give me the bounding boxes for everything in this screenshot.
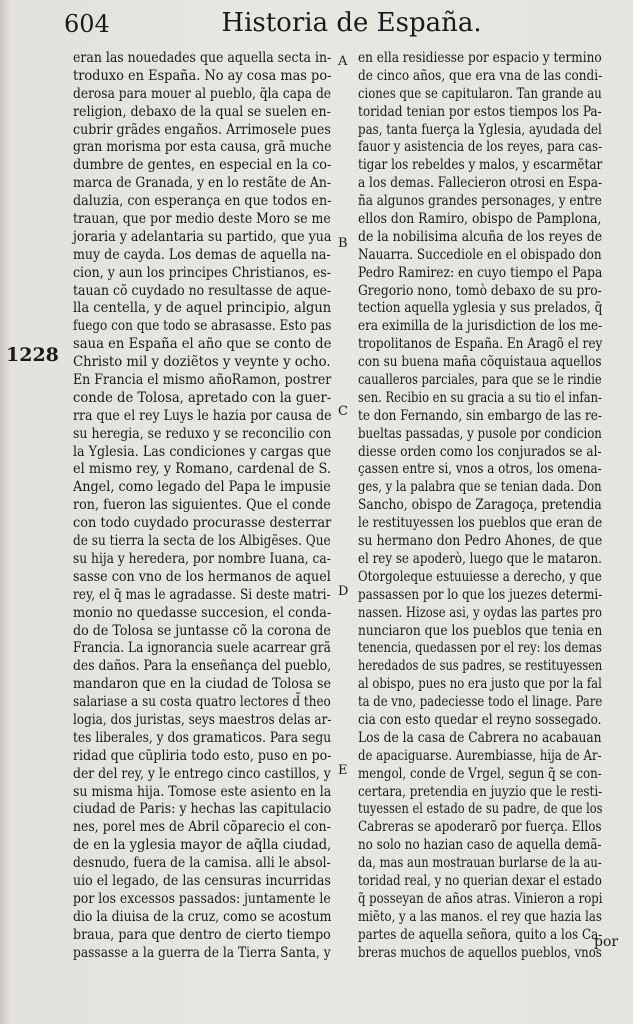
- text-line: troduxo en España. No ay cosa mas po-: [73, 67, 332, 84]
- text-line: fauor y asistencia de los reyes, para cas-: [358, 139, 603, 156]
- text-line: passasse a la guerra de la Tierra Santa, y: [73, 944, 331, 961]
- text-line: sen. Recibio en su gracia a su tio el infan-: [358, 389, 602, 406]
- text-line: uio el legado, de las censuras incurridas: [73, 872, 331, 889]
- text-line: al obispo, pues no era justo que por la fal: [358, 676, 602, 693]
- text-line: con su buena maña cõquistaua aquellos: [358, 354, 602, 371]
- text-line: en ella residiesse por espacio y termino: [358, 50, 602, 66]
- text-line: logia, dos juristas, seys maestros delas ar-: [73, 711, 332, 728]
- text-line: el rey se apoderò, luego que le mataron.: [358, 550, 602, 567]
- text-line: toridad tenian por estos tiempos los Pa-: [358, 103, 602, 120]
- text-line: ciones que se capitularon. Tan grande au: [358, 85, 602, 102]
- text-line: da, mas aun mostrauan burlarse de la au-: [358, 855, 602, 872]
- page-number: 604: [64, 10, 110, 38]
- text-line: des daños. Para la enseñança del pueblo,: [73, 658, 332, 675]
- text-line: bueltas passadas, y pusole por condicion: [358, 425, 602, 442]
- text-line: Pedro Ramirez: en cuyo tiempo el Papa: [358, 264, 603, 281]
- text-line: diesse orden como los conjurados se al-: [358, 443, 602, 460]
- text-line: religion, debaxo de la qual se suelen en-: [73, 103, 331, 120]
- text-line: la Yglesia. Las condiciones y cargas que: [73, 443, 332, 460]
- text-line: su heregia, se reduxo y se reconcilio con: [73, 425, 332, 442]
- text-line: su hermano don Pedro Ahones, de que: [358, 533, 603, 550]
- text-line: su hija y heredera, por nombre Iuana, ca-: [73, 550, 331, 567]
- text-line: ges, y la palabra que se tenian dada. Don: [358, 479, 602, 496]
- text-line: nunciaron que los pueblos que tenia en: [358, 622, 603, 639]
- text-line: era eximilla de la jurisdiction de los me-: [358, 318, 603, 335]
- text-line: heredados de sus padres, se restituyessen: [358, 658, 603, 675]
- margin-year: 1228: [6, 344, 59, 366]
- text-line: braua, para que dentro de cierto tiempo: [73, 926, 331, 943]
- text-line: tigar los rebeldes y malos, y escarmẽtar: [358, 157, 603, 174]
- section-mark-b: B: [338, 236, 348, 251]
- text-line: miẽto, y a las manos. el rey que hazia las: [358, 908, 602, 925]
- text-line: tropolitanos de España. En Aragõ el rey: [358, 336, 603, 353]
- text-line: cia con esto quedar el reyno sossegado.: [358, 711, 602, 728]
- text-line: marca de Granada, y en lo restãte de An-: [73, 175, 332, 192]
- text-line: mengol, conde de Vrgel, segun q̃ se con-: [358, 765, 602, 782]
- text-line: Gregorio nono, tomò debaxo de su pro-: [358, 282, 602, 299]
- text-line: tection aquella yglesia y sus prelados, q̃: [358, 300, 603, 317]
- text-line: cubrir grãdes engaños. Arrimosele pues: [73, 121, 331, 138]
- text-line: con todo cuydado procurasse desterrar: [73, 515, 332, 532]
- text-line: dio la diuisa de la cruz, como se acostum: [73, 908, 332, 925]
- section-mark-d: D: [338, 584, 349, 599]
- text-line: dumbre de gentes, en especial en la co-: [73, 157, 332, 174]
- text-line: a los demas. Fallecieron otrosi en Espa-: [358, 175, 603, 192]
- text-line: En Francia el mismo añoRamon, postrer: [73, 372, 332, 389]
- text-line: q̃ posseyan de años atras. Vinieron a ropi: [358, 890, 603, 907]
- text-line: el mismo rey, y Romano, cardenal de S.: [73, 461, 332, 478]
- text-line: monio no quedasse succesion, el conda-: [73, 604, 332, 621]
- running-title: Historia de España.: [221, 8, 482, 38]
- text-line: breras muchos de aquellos pueblos, vnos: [358, 944, 602, 961]
- right-text-column: [358, 50, 633, 962]
- text-line: nassen. Hizose asi, y oydas las partes pro: [358, 604, 602, 621]
- text-line: lla centella, y de aquel principio, algun: [73, 300, 332, 317]
- text-line: saua en España el año que se conto de: [73, 336, 332, 353]
- text-line: Angel, como legado del Papa le impusie: [73, 479, 331, 496]
- text-line: çassen entre si, vnos a otros, los omena-: [358, 461, 602, 478]
- text-line: Sancho, obispo de Zaragoça, pretendia: [358, 497, 602, 514]
- text-line: passassen por lo que los juezes determi-: [358, 586, 603, 603]
- text-line: le restituyessen los pueblos que eran de: [358, 515, 603, 532]
- text-line: de en la yglesia mayor de aq̃lla ciudad,: [73, 837, 332, 854]
- section-mark-a: A: [338, 54, 348, 69]
- text-line: partes de aquella señora, quito a los Ca-: [358, 926, 603, 943]
- text-line: de su tierra la secta de los Albigẽses. Que: [73, 533, 331, 550]
- text-line: ciudad de Paris: y hechas las capitulacio: [73, 801, 332, 818]
- text-line: ellos don Ramiro, obispo de Pamplona,: [358, 211, 602, 228]
- text-line: trauan, que por medio deste Moro se me: [73, 211, 331, 228]
- text-line: derosa para mouer al pueblo, q̃la capa de: [73, 85, 332, 102]
- text-line: desnudo, fuera de la camisa. alli le absol-: [73, 855, 331, 872]
- text-line: rey, el q̃ mas le agradasse. Si deste matri-: [73, 586, 331, 603]
- text-line: ron, fueron las siguientes. Que el conde: [73, 497, 331, 514]
- text-line: mandaron que en la ciudad de Tolosa se: [73, 676, 331, 693]
- text-line: joraria y adelantaria su partido, que yua: [73, 228, 332, 245]
- text-line: conde de Tolosa, apretado con la guer-: [73, 389, 332, 406]
- text-line: ridad que cũpliria todo esto, puso en po-: [73, 747, 332, 764]
- text-line: gran morisma por esta causa, grã muche: [73, 139, 332, 156]
- text-line: fuego con que todo se abrasasse. Esto pas: [73, 318, 332, 335]
- text-line: pas, tanta fuerça la Yglesia, ayudada del: [358, 121, 602, 138]
- text-line: de apaciguarse. Aurembiasse, hija de Ar-: [358, 747, 602, 764]
- text-line: salariase a su costa quatro lectores d̃ theo: [73, 694, 331, 711]
- text-line: tauan cõ cuydado no resultasse de aque-: [73, 282, 332, 299]
- section-mark-e: E: [338, 763, 348, 778]
- text-line: tes liberales, y dos gramaticos. Para segu: [73, 729, 332, 746]
- text-line: ña algunos grandes personages, y entre: [358, 193, 602, 210]
- text-line: Francia. La ignorancia suele acarrear grã: [73, 640, 331, 657]
- text-line: te don Fernando, sin embargo de las re-: [358, 407, 602, 424]
- text-line: do de Tolosa se juntasse cõ la corona de: [73, 622, 331, 639]
- left-text-column: [73, 50, 378, 962]
- text-line: Otorgoleque estuuiesse a derecho, y que: [358, 568, 602, 585]
- text-line: Cabreras se apoderarõ por fuerça. Ellos: [358, 819, 602, 836]
- text-line: Christo mil y doziẽtos y veynte y ocho.: [73, 354, 331, 371]
- text-line: toridad real, y no querian dexar el estado: [358, 872, 602, 889]
- text-line: de cinco años, que era vna de las condi-: [358, 67, 603, 84]
- text-line: muy de cayda. Los demas de aquella na-: [73, 246, 331, 263]
- text-line: der del rey, y le entrego cinco castillos, y: [73, 765, 331, 782]
- text-line: eran las nouedades que aquella secta in-: [73, 50, 332, 66]
- text-line: caualleros parciales, para que se le rindie: [358, 372, 602, 389]
- text-line: rra que el rey Luys le hazia por causa de: [73, 407, 332, 424]
- catchword: por: [594, 934, 619, 950]
- text-line: nes, porel mes de Abril cõparecio el con-: [73, 819, 331, 836]
- text-line: de la nobilisima alcuña de los reyes de: [358, 228, 603, 245]
- text-line: daluzia, con esperança en que todos en-: [73, 193, 332, 210]
- text-line: ta de vno, padeciesse todo el linage. Pare: [358, 694, 603, 711]
- text-line: certara, pretendia en juyzio que le resti-: [358, 783, 603, 800]
- text-line: Nauarra. Succediole en el obispado don: [358, 246, 602, 263]
- text-line: Los de la casa de Cabrera no acabauan: [358, 729, 602, 746]
- text-line: cion, y aun los principes Christianos, es-: [73, 264, 331, 281]
- text-line: tenencia, quedassen por el rey: los demas: [358, 640, 602, 657]
- section-mark-c: C: [338, 404, 348, 419]
- text-line: por los excessos passados: juntamente le: [73, 890, 331, 907]
- text-line: no solo no hazian caso de aquella demã-: [358, 837, 602, 854]
- text-line: su misma hija. Tomose este asiento en la: [73, 783, 332, 800]
- text-line: tuyessen el estado de su padre, de que los: [358, 801, 603, 818]
- text-line: sasse con vno de los hermanos de aquel: [73, 568, 331, 585]
